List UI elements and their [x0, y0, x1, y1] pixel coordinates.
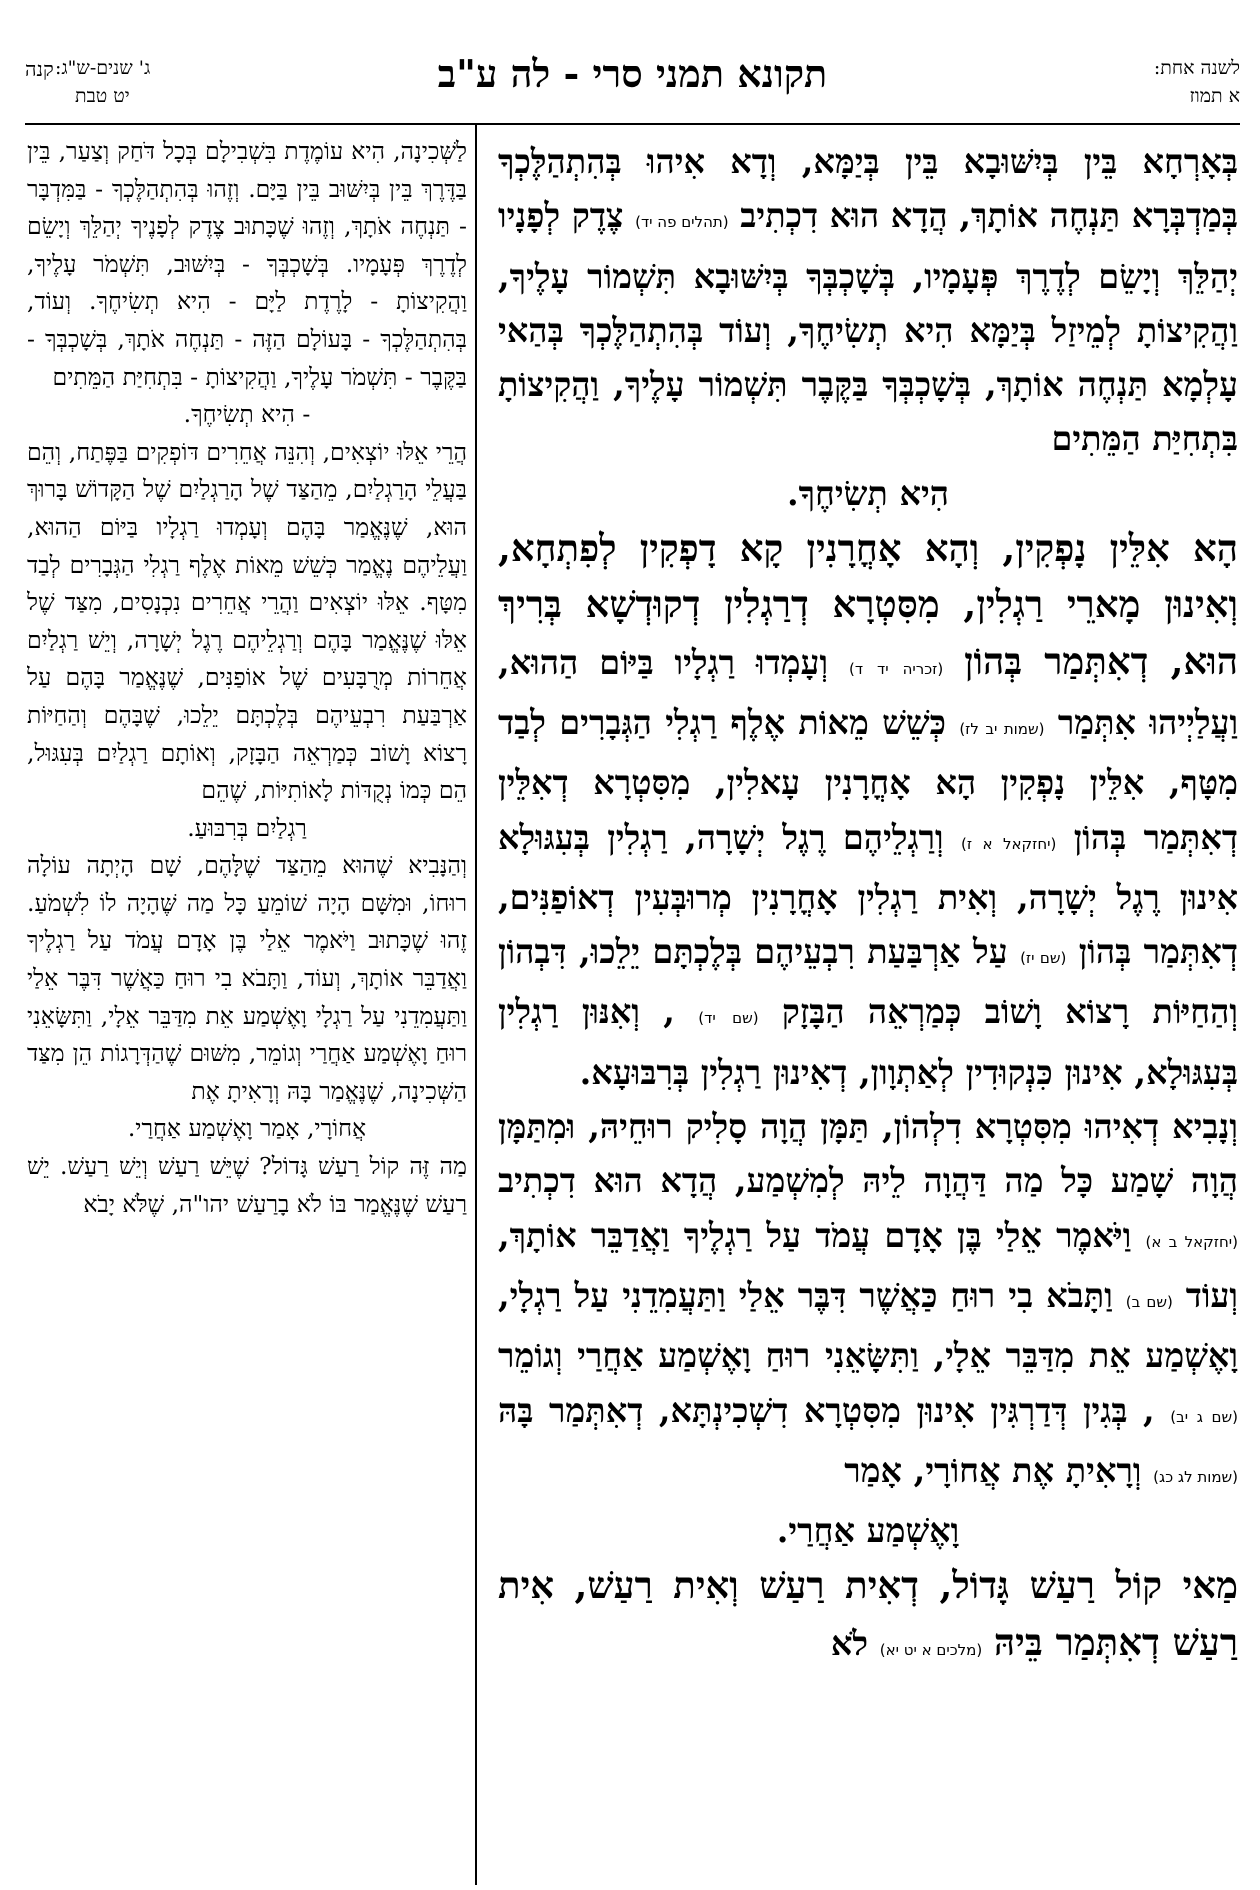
- page-title: תקונא תמני סרי - לה ע"ב: [437, 51, 828, 96]
- translation-column: [27, 133, 467, 1885]
- main-text: וְעָמְדוּ רַגְלָיו בַּיּוֹם הַהוּא, וַעֲלַיְיהוּ אִתְּמַר: [498, 642, 1238, 742]
- main-paragraph-1: [498, 135, 1238, 467]
- main-text: וְרַגְלֵיהֶם רֶגֶל יְשָׁרָה, רַגְלִין בְּעִגּוּלָא אִינוּן רֶגֶל יְשָׁרָה, וְאִית רַגְלִין אָחֳרָנִין מְרוּבְּעִין דְאוֹפַנִּים, דְאִתְּמַר בְּהוֹן: [498, 817, 1238, 972]
- schedule-three-years-label: ג' שנים-ש"ג:: [55, 57, 151, 79]
- main-paragraph-3: [498, 1100, 1238, 1504]
- main-paragraph-2: [498, 521, 1238, 1100]
- main-text-column: [498, 135, 1238, 1880]
- source-reference: (זכריה יד ד): [848, 659, 944, 678]
- column-divider: [475, 125, 477, 1885]
- translation-paragraph-1: לַשְּׁכִינָה, הִיא עוֹמֶדֶת בִּשְׁבִילָם בְּכָל דֹּחַק וְצַעַר, בֵּין בַּדֶּרֶךְ בֵּין בְּיִשּׁוּב בֵּין בַּיָּם. וְזֶהוּ בְּהִתְהַלֶּכְךָ - בַּמִּדְבָּר - תַּנְחֶה אֹתָךְ, וְזֶהוּ שֶׁכָּתוּב צֶדֶק לְפָנֶיךָ יְהַלֵּךְ וְיָשֵׂם לְדֶרֶךְ פְּעָמָיו. בְּשָׁכְבְּךָ - בְּיִשּׁוּב, תִּשְׁמֹר עָלֶיךָ, וַהֲקִיצוֹתָ - לָרֶדֶת לַיָּם - הִיא תְשִׂיחֶךָ. וְעוֹד, בְּהִתְהַלֶּכְךָ - בָּעוֹלָם הַזֶּה - תַּנְחֶה אֹתָךְ, בְּשָׁכְבְּךָ - בַּקֶּבֶר - תִּשְׁמֹר עָלֶיךָ, וַהֲקִיצוֹתָ - בִּתְחִיַּת הַמֵּתִים: [27, 137, 467, 391]
- translation-paragraph-2: הֲרֵי אֵלּוּ יוֹצְאִים, וְהִנֵּה אֲחֵרִים דּוֹפְקִים בַּפֶּתַח, וְהֵם בַּעֲלֵי הָרַגְלַיִם, מֵהַצַּד שֶׁל הָרַגְלַיִם שֶׁל הַקָּדוֹשׁ בָּרוּךְ הוּא, שֶׁנֶּאֱמַר בָּהֶם וְעָמְדוּ רַגְלָיו בַּיּוֹם הַהוּא, וַעֲלֵיהֶם נֶאֱמַר כְּשֵׁשׁ מֵאוֹת אֶלֶף רַגְלִי הַגְּבָרִים לְבַד מִטָּף. אֵלּוּ יוֹצְאִים וַהֲרֵי אֲחֵרִים נִכְנָסִים, מִצַּד שֶׁל אֵלּוּ שֶׁנֶּאֱמַר בָּהֶם וְרַגְלֵיהֶם רֶגֶל יְשָׁרָה, וְיֵשׁ רַגְלַיִם אֲחֵרוֹת מְרֻבָּעִים שֶׁל אוֹפַנִּים, שֶׁנֶּאֱמַר בָּהֶם עַל אַרְבַּעַת רִבְעֵיהֶם בְּלֶכְתָּם יֵלֵכוּ, שֶׁבָּהֶם וְהַחַיּוֹת רָצוֹא וָשׁוֹב כְּמַרְאֵה הַבָּזָק, וְאוֹתָם רַגְלַיִם בְּעִגּוּל, הֵם כְּמוֹ נְקֻדּוֹת לָאוֹתִיּוֹת, שֶׁהֵם: [27, 437, 467, 805]
- translation-paragraph-4: מַה זֶּה קוֹל רַעַשׁ גָּדוֹל? שֶׁיֵּשׁ רַעַשׁ וְיֵשׁ רַעַשׁ. יֵשׁ רַעַשׁ שֶׁנֶּאֱמַר בּוֹ לֹא בָרַעַשׁ יהו"ה, שֶׁלֹּא יָבֹא: [27, 1152, 467, 1218]
- translation-paragraph-3: וְהַנָּבִיא שֶׁהוּא מֵהַצַּד שֶׁלָּהֶם, שָׁם הָיְתָה עוֹלָה רוּחוֹ, וּמִשָּׁם הָיָה שׁוֹמֵעַ כָּל מַה שֶּׁהָיָה לוֹ לִשְׁמֹעַ. זֶהוּ שֶׁכָּתוּב וַיֹּאמֶר אֵלַי בֶּן אָדָם עֲמֹד עַל רַגְלֶיךָ וַאֲדַבֵּר אוֹתָךְ, וְעוֹד, וַתָּבֹא בִי רוּחַ כַּאֲשֶׁר דִּבֶּר אֵלַי וַתַּעֲמִדֵנִי עַל רַגְלָי וָאֶשְׁמַע אֵת מִדַּבֵּר אֵלָי, וַתִּשָּׂאֵנִי רוּחַ וָאֶשְׁמַע אַחֲרַי וְגוֹמֵר, מִשּׁוּם שֶׁהַדְּרָגוֹת הֵן מִצַּד הַשְּׁכִינָה, שֶׁנֶּאֱמַר בָּהּ וְרָאִיתָ אֶת: [27, 851, 467, 1105]
- main-text: וְרָאִיתָ אֶת אֲחוֹרָי, אָמַר: [844, 1450, 1142, 1490]
- main-text: בְּאָרְחָא בֵּין בְּיִשּׁוּבָא בֵּין בְּיַמָּא, וְדָא אִיהוּ בְּהִתְהַלֶּכְךָ בְּמַדְבְּרָא תַּנְחֶה אוֹתָךְ, הֲדָא הוּא דִכְתִיב: [498, 142, 1238, 236]
- source-reference: (מלכים א יט יא): [879, 1640, 983, 1659]
- source-reference: (יחזקאל ב א): [1145, 1232, 1238, 1251]
- main-text: מַאי קוֹל רַעַשׁ גָּדוֹל, דְאִית רַעַשׁ וְאִית רַעַשׁ, אִית רַעַשׁ דְאִתְּמַר בֵּיהּ: [498, 1563, 1238, 1664]
- main-text: הָא אִלֵּין נָפְקִין, וְהָא אָחֳרָנִין קָא דָפְקִין לְפִתְחָא, וְאִינוּן מָארֵי רַגְלִין, מִסִּטְרָא דְרַגְלִין דְקוּדְשָׁא בְּרִיךְ הוּא, דְאִתְּמַר בְּהוֹן: [498, 526, 1238, 683]
- source-reference: (תהלים פה יד): [635, 213, 729, 232]
- main-text: עַל אַרְבַּעַת רִבְעֵיהֶם בְּלֶכְתָּם יֵלֵכוּ, דִּבְהוֹן וְהַחַיּוֹת רָצוֹא וָשׁוֹב כְּמַרְאֵה הַבָּזָק: [498, 932, 1238, 1032]
- main-text: , וְאִנּוּן רַגְלִין בְּעִגּוּלָא, אִינוּן כִּנְקוּדִין לְאַתְוָון, דְאִינוּן רַגְלִין בְּרִבּוּעָא.: [498, 992, 1238, 1092]
- source-reference: (שמות יב לז): [959, 719, 1045, 738]
- schedule-one-year-date: א תמוז: [1189, 85, 1240, 107]
- source-reference: (שם יז): [1020, 949, 1067, 968]
- translation-paragraph-2-end: רַגְלַיִם בְּרִבּוּעַ.: [187, 813, 307, 842]
- source-reference: (יחזקאל א ז): [960, 834, 1057, 853]
- translation-paragraph-1-end: - הִיא תְשִׂיחֶךָ.: [183, 400, 311, 429]
- main-text: וַיֹּאמֶר אֵלַי בֶּן אָדָם עֲמֹד עַל רַגְלֶיךָ וַאֲדַבֵּר אוֹתָךְ, וְעוֹד: [498, 1215, 1238, 1315]
- main-paragraph-3-end: וָאֶשְׁמַע אַחֲרַי.: [776, 1511, 960, 1551]
- source-reference: (שמות לג כג): [1153, 1467, 1238, 1486]
- main-text: צֶדֶק לְפָנָיו יְהַלֵּךְ וְיָשֵׂם לְדֶרֶךְ פְּעָמָיו, בְּשָׁכְבְּךָ בְּיִשּׁוּבָא תִּשְׁמוֹר עָלֶיךָ, וַהֲקִיצוֹתָ לְמֵיזַל בְּיַמָּא הִיא תְשִׂיחֶךָ, וְעוֹד בְּהִתְהַלֶּכְךָ בְּהַאי עָלְמָא תַּנְחֶה אוֹתָךְ, בְּשָׁכְבְּךָ בַּקֶּבֶר תִּשְׁמוֹר עָלֶיךָ, וַהֲקִיצוֹתָ בִּתְחִיַּת הַמֵּתִים: [498, 196, 1238, 459]
- page-header: [25, 51, 1240, 130]
- main-paragraph-4: [498, 1558, 1238, 1677]
- main-paragraph-1-end: הִיא תְשִׂיחֶךָ.: [786, 473, 950, 513]
- main-text: וְנָבִיא דְאִיהוּ מִסִּטְרָא דִלְהוֹן, תַּמָּן הֲוָה סָלִיק רוּחֵיהּ, וּמִתַּמָּן הֲוָה שָׁמַע כָּל מַה דַּהֲוָה לֵיהּ לְמִשְׁמַע, הֲדָא הוּא דִכְתִיב: [498, 1107, 1238, 1201]
- main-text: וַתָּבֹא בִי רוּחַ כַּאֲשֶׁר דִּבֶּר אֵלַי וַתַּעֲמִדֵנִי עַל רַגְלָי, וָאֶשְׁמַע אֵת מִדַּבֵּר אֵלָי, וַתִּשָּׂאֵנִי רוּחַ וָאֶשְׁמַע אַחֲרַי וְגוֹמֵר: [498, 1275, 1238, 1376]
- main-text: , בְּגִין דְּדַרְגִּין אִינוּן מִסִּטְרָא דִשְׁכִינְתָּא, דְאִתְּמַר בָּהּ: [498, 1390, 1155, 1430]
- source-reference: (שם יד): [698, 1009, 759, 1028]
- source-reference: (שם ג יב): [1170, 1407, 1238, 1426]
- schedule-one-year-label: לשנה אחת:: [1153, 57, 1240, 79]
- main-text: כְּשֵׁשׁ מֵאוֹת אֶלֶף רַגְלִי הַגְּבָרִים לְבַד מִטָּף, אִלֵּין נָפְקִין הָא אָחֳרָנִין עָאלִין, מִסִּטְרָא דְאִלֵּין דְאִתְּמַר בְּהוֹן: [498, 702, 1238, 857]
- main-text: לֹא: [830, 1623, 869, 1663]
- schedule-three-years-date: יט טבת: [75, 85, 130, 107]
- header-divider: [25, 123, 1240, 125]
- translation-paragraph-3-end: אֲחוֹרָי, אָמַר וָאֶשְׁמַע אַחֲרַי.: [127, 1114, 367, 1143]
- page-number: קנה: [25, 57, 54, 81]
- source-reference: (שם ב): [1125, 1292, 1173, 1311]
